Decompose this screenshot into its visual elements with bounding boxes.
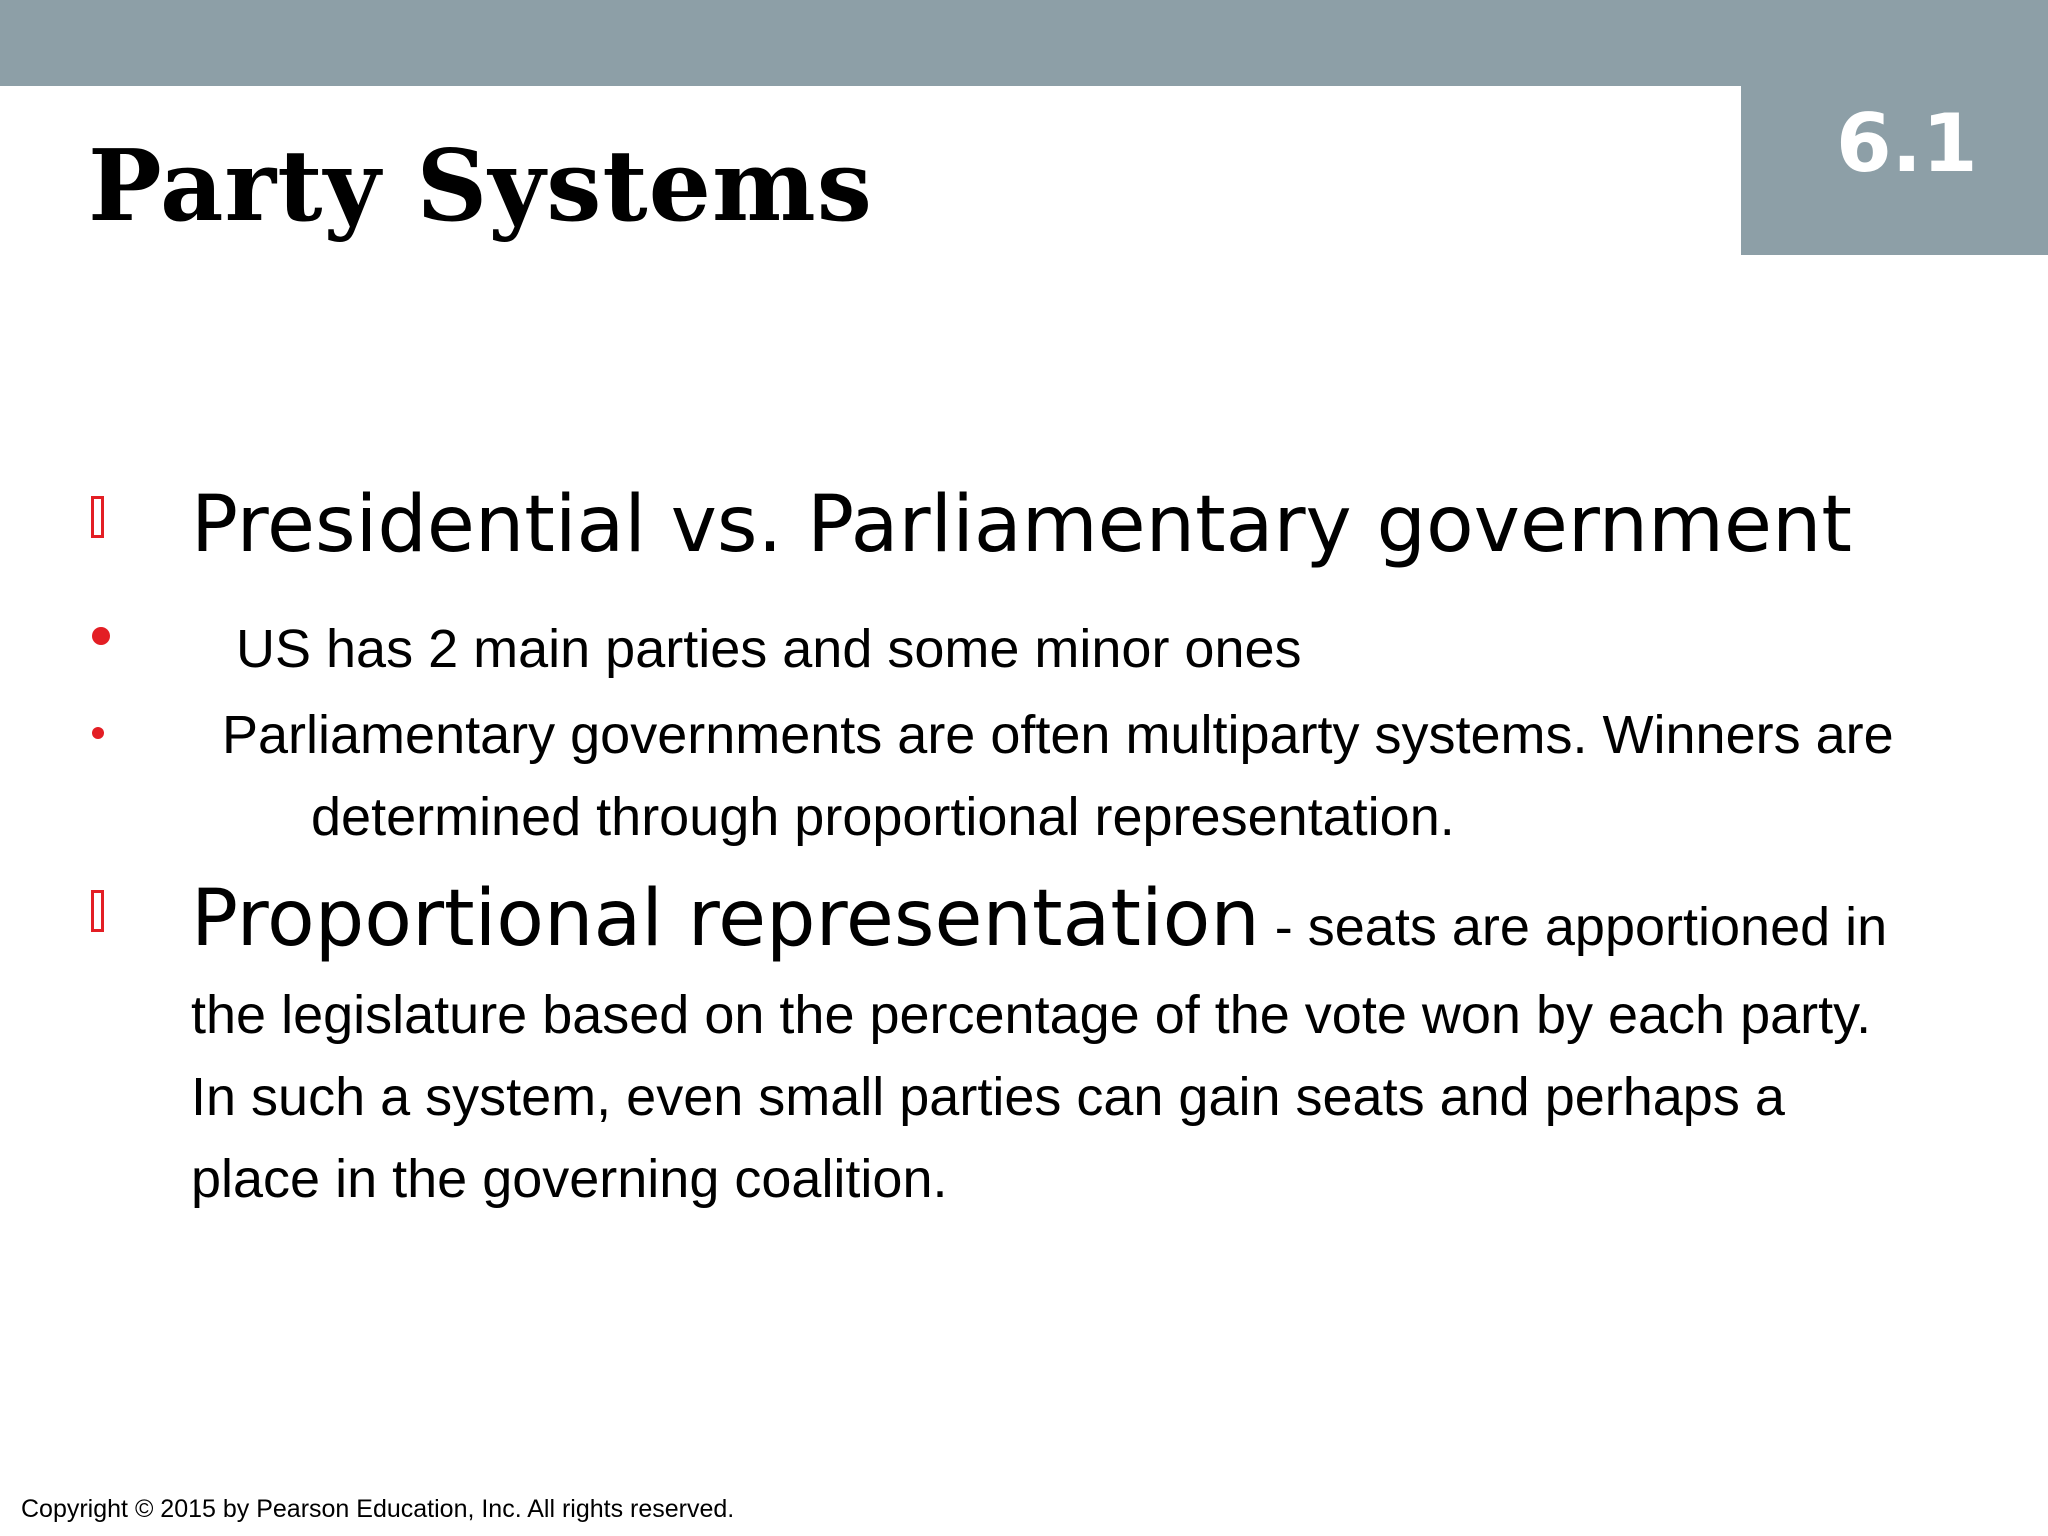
copyright-notice: Copyright © 2015 by Pearson Education, Inc. All rights reserved.: [21, 1495, 735, 1523]
square-bullet-icon: [91, 890, 104, 932]
dot-bullet-icon: [92, 627, 110, 645]
sub-bullet-parliamentary-line2: determined through proportional representation.: [311, 787, 1455, 847]
bullet-proportional-representation: [191, 874, 1888, 964]
sub-bullet-parliamentary-line1: Parliamentary governments are often multiparty systems. Winners are: [222, 705, 1894, 765]
bullet-presidential-vs-parliamentary: Presidential vs. Parliamentary government: [191, 480, 1853, 570]
header-bar: [0, 0, 2048, 86]
section-number: 6.1: [1836, 97, 1978, 190]
term-proportional-representation: Proportional representation: [191, 874, 1260, 964]
definition-line4: place in the governing coalition.: [191, 1149, 948, 1209]
definition-start: - seats are apportioned in: [1259, 897, 1888, 957]
definition-line3: In such a system, even small parties can gain seats and perhaps a: [191, 1067, 1785, 1127]
square-bullet-icon: [91, 496, 104, 538]
definition-line2: the legislature based on the percentage of the vote won by each party.: [191, 985, 1872, 1045]
dot-bullet-icon: [92, 727, 104, 739]
slide-title: Party Systems: [88, 129, 873, 244]
sub-bullet-us-parties: US has 2 main parties and some minor ones: [236, 619, 1302, 679]
